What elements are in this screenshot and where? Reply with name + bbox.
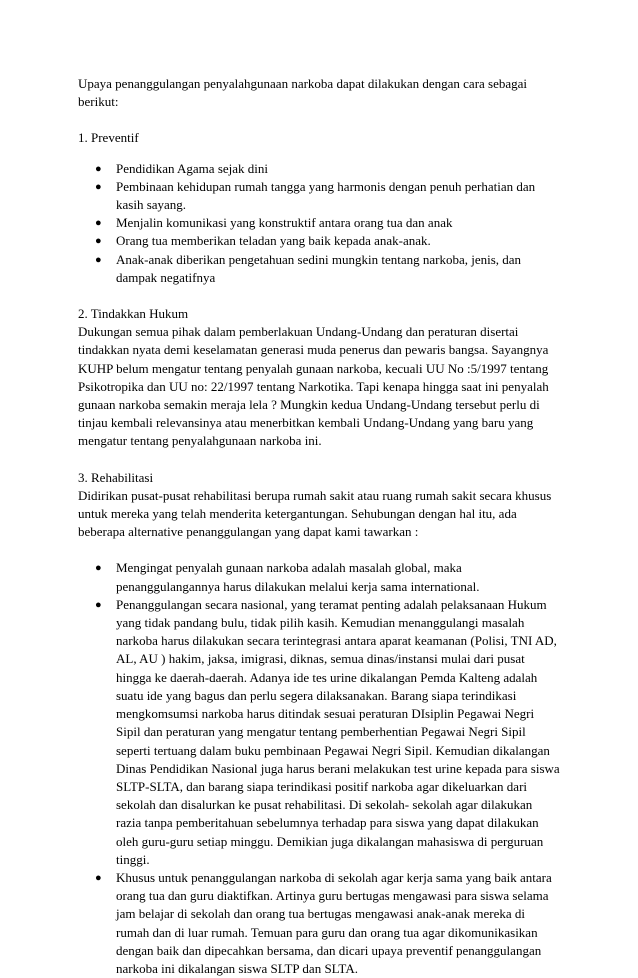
section-heading-rehabilitasi: 3. Rehabilitasi xyxy=(78,469,154,485)
bullet-icon: ● xyxy=(95,871,102,884)
list-item: ● Khusus untuk penanggulangan narkoba di sekolah agar kerja sama yang baik antara orang tua dan guru diaktifkan. Artinya guru bertugas mengawasi para siswa selama jam belajar di sekolah dan orang tua bertugas mengawasi anak-anak mereka di rumah dan di luar rumah. Temuan para guru dan orang tua agar dikomunikasikan dengan baik dan dipecahkan bersama, dan dicari upaya preventif penanggulangan narkoba ini dikalangan siswa SLTP dan SLTA. xyxy=(95,869,552,976)
bullet-icon: ● xyxy=(95,253,102,266)
preventif-list xyxy=(78,160,560,287)
list-item: ● Pembinaan kehidupan rumah tangga yang harmonis dengan penuh perhatian dan kasih sayang. xyxy=(95,178,536,213)
section-heading-tindakkan-hukum: 2. Tindakkan Hukum xyxy=(78,306,189,322)
bullet-icon: ● xyxy=(95,235,102,248)
section-heading-preventif: 1. Preventif xyxy=(78,130,139,146)
tindakkan-hukum-paragraph: Dukungan semua pihak dalam pemberlakuan Undang-Undang dan peraturan disertai tindakkan nyata demi keselamatan generasi muda penerus dan pewaris bangsa. Sayangnya KUHP belum mengatur tentang penyalah gunaan narkoba, kecuali UU No :5/1997 tentang Psikotropika dan UU no: 22/1997 tentang Narkotika. Tapi kenapa hingga saat ini penyalah gunaan narkoba semakin meraja lela ? Mungkin kedua Undang-Undang tersebut perlu di tinjau kembali relevansinya atau menerbitkan kembali Undang-Undang yang baru yang mengatur tentang penyalahgunaan narkoba ini. xyxy=(78,324,549,449)
list-item: ● Menjalin komunikasi yang konstruktif antara orang tua dan anak xyxy=(116,214,560,232)
list-item: ● Mengingat penyalah gunaan narkoba adalah masalah global, maka penanggulangannya harus dilakukan melalui kerja sama international. xyxy=(95,560,480,594)
rehabilitasi-list xyxy=(78,559,560,978)
list-item: ● Orang tua memberikan teladan yang baik kepada anak-anak. xyxy=(116,232,560,250)
intro-paragraph: Upaya penanggulangan penyalahgunaan narkoba dapat dilakukan dengan cara sebagai berikut: xyxy=(78,76,528,110)
bullet-icon: ● xyxy=(95,562,102,575)
list-item: ● Penanggulangan secara nasional, yang teramat penting adalah pelaksanaan Hukum yang tidak pandang bulu, tidak pilih kasih. Kemudian menanggulangi masalah narkoba harus dilakukan secara terintegrasi antara aparat keamanan (Polisi, TNI AD, AL, AU ) hakim, jaksa, imigrasi, diknas, semua dinas/instansi mulai dari pusat hingga ke daerah-daerah. Adanya ide tes urine dikalangan Pemda Kalteng adalah suatu ide yang bagus dan perlu segera dilaksanakan. Barang siapa terindikasi mengkomsumsi narkoba harus ditindak sesuai peraturan DIsiplin Pegawai Negri Sipil dan peraturan yang mengatur tentang pemberhentian Pegawai Negri Sipil seperti tertuang dalam buku pembinaan Pegawai Negri Sipil. Kemudian dikalangan Dinas Pendidikan Nasional juga harus berani melakukan test urine kepada para siswa SLTP-SLTA, dan barang siapa terindikasi positif narkoba agar dikeluarkan dari sekolah dan disalurkan ke pusat rehabilitasi. Di sekolah- sekolah agar dilakukan razia tanpa pemberitahuan sebelumnya terhadap para siswa yang dapat dilakukan oleh guru-guru setiap minggu. Demikian juga dikalangan mahasiswa di perguruan tinggi. xyxy=(95,596,560,867)
bullet-icon: ● xyxy=(95,162,102,175)
list-item: ● Pendidikan Agama sejak dini xyxy=(116,160,560,178)
list-item: ● Anak-anak diberikan pengetahuan sedini mungkin tentang narkoba, jenis, dan dampak negatifnya xyxy=(95,251,522,285)
rehabilitasi-paragraph: Didirikan pusat-pusat rehabilitasi berupa rumah sakit atau ruang rumah sakit secara khusus untuk mereka yang telah menderita ketergantungan. Sehubungan dengan hal itu, ada beberapa alternative penanggulangan yang dapat kami tawarkan : xyxy=(78,487,552,540)
bullet-icon: ● xyxy=(95,598,102,611)
bullet-icon: ● xyxy=(95,217,102,230)
bullet-icon: ● xyxy=(95,180,102,193)
